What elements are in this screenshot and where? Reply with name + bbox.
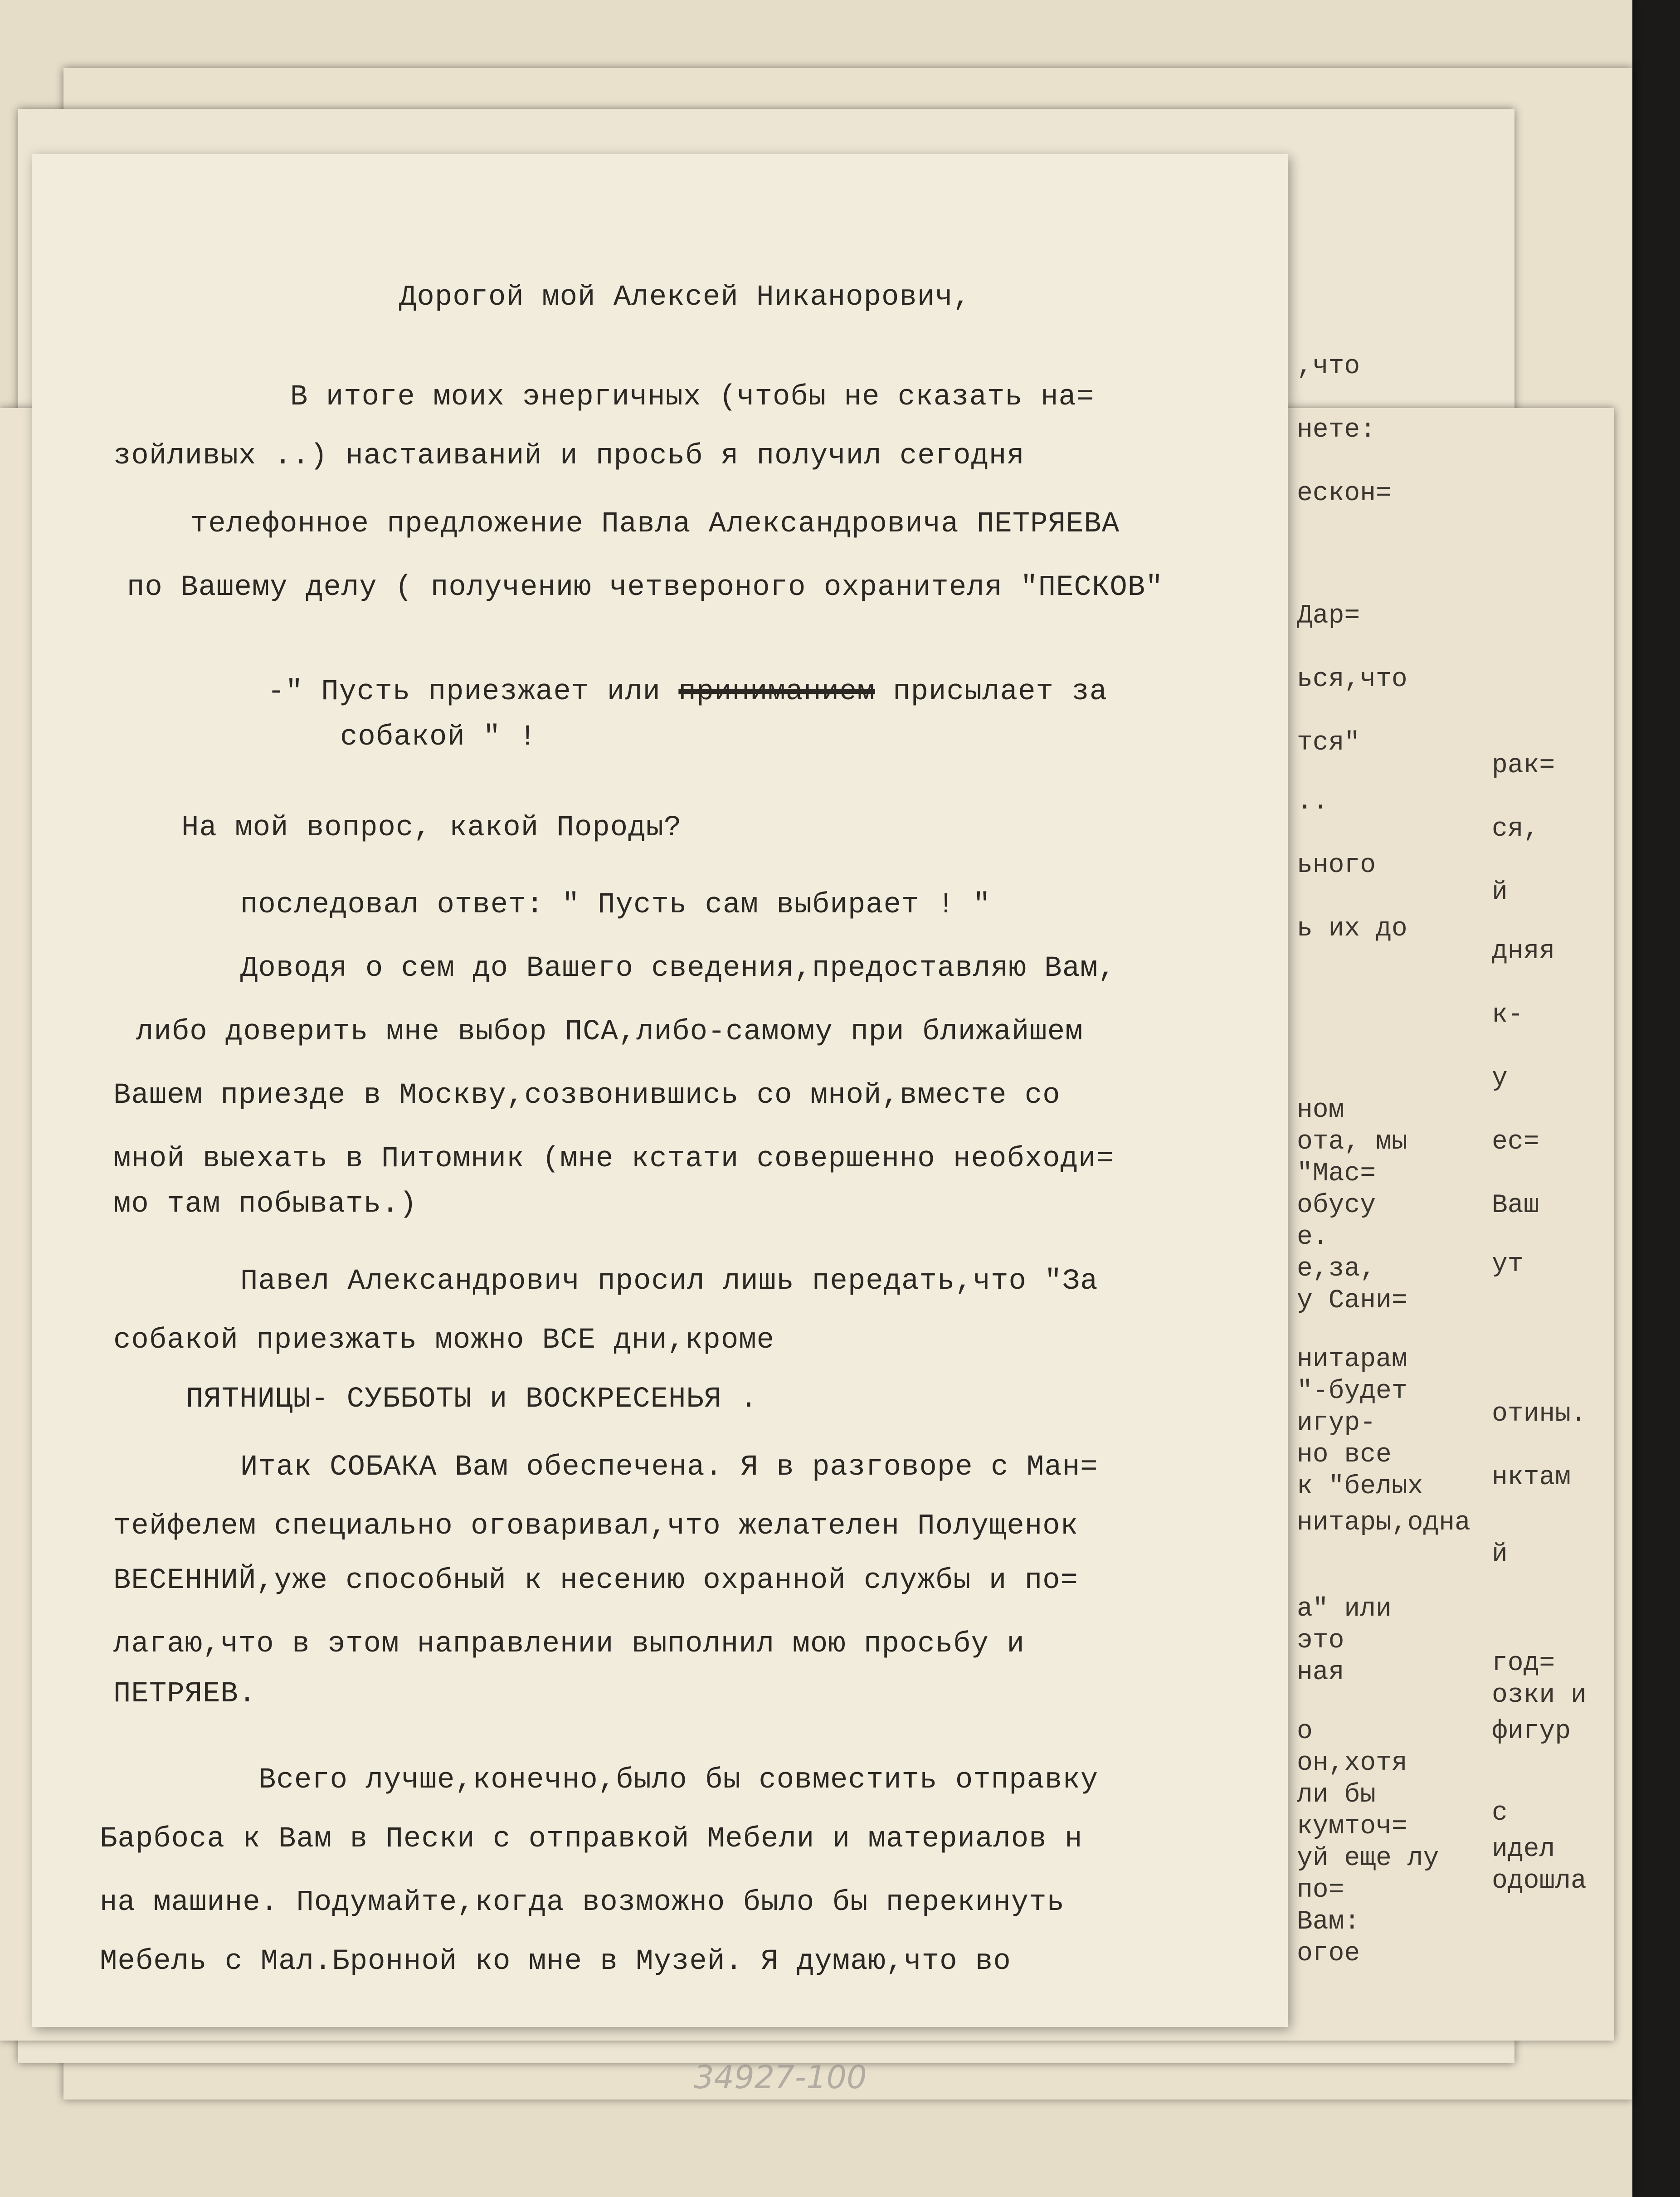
letter-line: Барбоса к Вам в Пески с отправкой Мебели и материалов н xyxy=(100,1823,1083,1856)
letter-line: мо там побывать.) xyxy=(113,1188,417,1221)
fragment: ьного xyxy=(1297,851,1376,880)
letter-line: ПЯТНИЦЫ- СУББОТЫ и ВОСКРЕСЕНЬЯ . xyxy=(186,1383,758,1416)
fragment: а" или xyxy=(1297,1594,1392,1624)
letter-line: В итоге моих энергичных (чтобы не сказать на= xyxy=(290,381,1095,414)
fragment: "-будет xyxy=(1297,1377,1407,1406)
fragment: отины. xyxy=(1492,1399,1587,1429)
letter-line: На мой вопрос, какой Породы? xyxy=(181,812,682,844)
fragment: ес= xyxy=(1492,1127,1539,1157)
fragment: ь их до xyxy=(1297,914,1407,944)
letter-line: тейфелем специально оговаривал,что желателен Полущенок xyxy=(113,1510,1078,1543)
fragment: к "белых xyxy=(1297,1472,1423,1501)
fragment: но все xyxy=(1297,1440,1392,1470)
fragment: нитарам xyxy=(1297,1345,1407,1374)
fragment: е,за, xyxy=(1297,1254,1376,1284)
letter-line: собакой " ! xyxy=(340,721,537,754)
fragment: ная xyxy=(1297,1658,1344,1687)
fragment: тся" xyxy=(1297,728,1360,758)
fragment: ли бы xyxy=(1297,1780,1376,1810)
fragment: фигур xyxy=(1492,1717,1571,1746)
struck-word: приниманием xyxy=(678,676,875,708)
letter-line: Итак СОБАКА Вам обеспечена. Я в разговоре с Ман= xyxy=(240,1451,1098,1484)
fragment: по= xyxy=(1297,1875,1344,1905)
fragment: он,хотя xyxy=(1297,1749,1407,1778)
fragment: Ваш xyxy=(1492,1191,1539,1220)
fragment: ном xyxy=(1297,1096,1344,1125)
fragment: это xyxy=(1297,1626,1344,1656)
fragment: уй еще лу xyxy=(1297,1844,1439,1873)
fragment: игур- xyxy=(1297,1408,1376,1438)
letter-line: последовал ответ: " Пусть сам выбирает ! " xyxy=(240,889,991,921)
fragment: с xyxy=(1492,1798,1508,1828)
fragment: огое xyxy=(1297,1939,1360,1968)
fragment: год= xyxy=(1492,1649,1555,1678)
fragment: ут xyxy=(1492,1250,1524,1279)
fragment: идел xyxy=(1492,1835,1555,1864)
letter-line: Всего лучше,конечно,было бы совместить отправку xyxy=(258,1764,1099,1797)
fragment: .. xyxy=(1297,787,1329,817)
letter-line: ВЕСЕННИЙ,уже способный к несению охранной службы и по= xyxy=(113,1564,1078,1597)
salutation: Дорогой мой Алексей Никанорович, xyxy=(399,281,971,314)
letter-line: Вашем приезде в Москву,созвонившись со мной,вместе со xyxy=(113,1079,1061,1112)
fragment: нктам xyxy=(1492,1463,1571,1492)
fragment: Дар= xyxy=(1297,601,1360,631)
fragment: е. xyxy=(1297,1223,1329,1252)
letter-line: на машине. Подумайте,когда возможно было бы перекинуть xyxy=(100,1886,1065,1919)
pencil-archive-number: 34927-100 xyxy=(694,2059,867,2096)
fragment: й xyxy=(1492,1540,1508,1569)
letter-line: либо доверить мне выбор ПСА,либо-самому при ближайшем xyxy=(136,1016,1083,1048)
fragment: й xyxy=(1492,878,1508,907)
fragment: к- xyxy=(1492,1000,1524,1030)
fragment: нете: xyxy=(1297,415,1376,445)
letter-line: собакой приезжать можно ВСЕ дни,кроме xyxy=(113,1324,775,1357)
letter-line: ПЕТРЯЕВ. xyxy=(113,1678,257,1710)
letter-line: мной выехать в Питомник (мне кстати совершенно необходи= xyxy=(113,1143,1114,1175)
fragment: одошла xyxy=(1492,1866,1587,1896)
letter-line: -" Пусть приезжает или приниманием присылает за xyxy=(268,676,1108,708)
letter-line: лагаю,что в этом направлении выполнил мою просьбу и xyxy=(113,1628,1025,1661)
letter-line: Мебель с Мал.Бронной ко мне в Музей. Я думаю,что во xyxy=(100,1945,1011,1978)
letter-line: по Вашему делу ( получению четвероного охранителя "ПЕСКОВ" xyxy=(127,571,1164,604)
fragment: "Мас= xyxy=(1297,1159,1376,1189)
letter-line: зойливых ..) настаиваний и просьб я получил сегодня xyxy=(113,440,1025,473)
fragment: кумточ= xyxy=(1297,1812,1407,1841)
fragment: у xyxy=(1492,1064,1508,1093)
fragment: у Сани= xyxy=(1297,1286,1407,1315)
fragment: рак= xyxy=(1492,751,1555,780)
fragment: Вам: xyxy=(1297,1907,1360,1937)
fragment: ,что xyxy=(1297,352,1360,381)
letter-line: Павел Александрович просил лишь передать,что "За xyxy=(240,1265,1098,1298)
fragment: о xyxy=(1297,1717,1313,1746)
fragment: ескон= xyxy=(1297,479,1392,508)
fragment: обусу xyxy=(1297,1191,1376,1220)
fragment: ься,что xyxy=(1297,665,1407,694)
letter-line: телефонное предложение Павла Александровича ПЕТРЯЕВА xyxy=(190,508,1120,541)
fragment: озки и xyxy=(1492,1681,1587,1710)
fragment: дняя xyxy=(1492,937,1555,966)
fragment: ота, мы xyxy=(1297,1127,1407,1157)
fragment: ся, xyxy=(1492,814,1539,844)
letter-line: Доводя о сем до Вашего сведения,предоставляю Вам, xyxy=(240,952,1116,985)
fragment: нитары,одна xyxy=(1297,1508,1471,1538)
